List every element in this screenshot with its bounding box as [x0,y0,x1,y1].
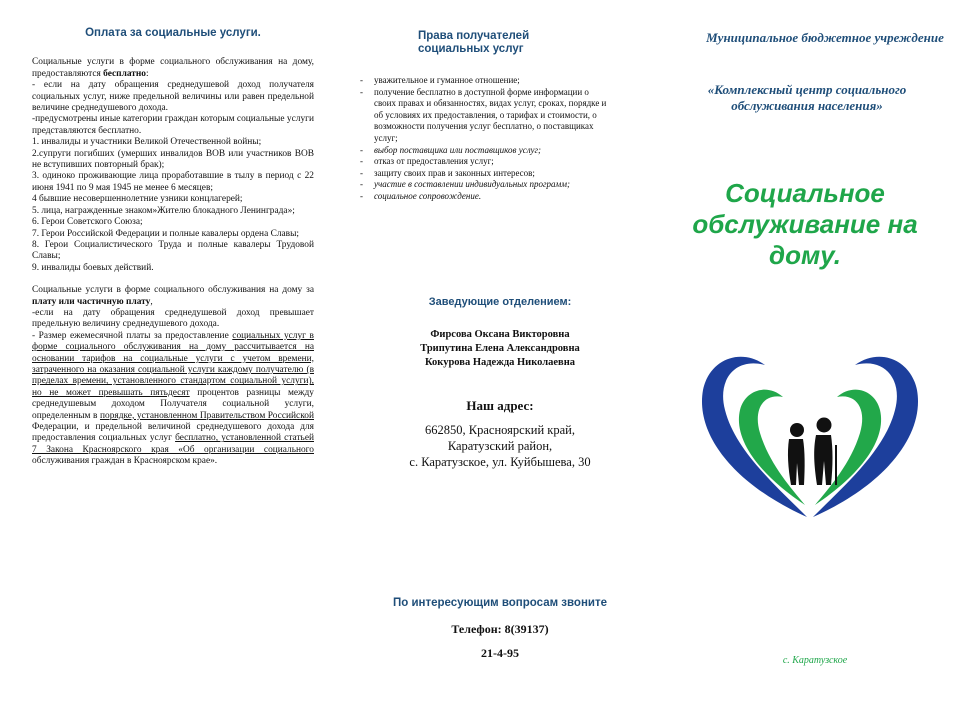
phone-number: Телефон: 8(39137) [451,622,549,636]
head-name: Фирсова Оксана Викторовна [430,329,570,340]
paid-condition: -если на дату обращения среднедушевой доход превышает предельную величину среднедушевого дохода. [32,307,314,330]
category-item: 8. Герои Социалистического Труда и полные кавалеры Трудовой Славы; [32,239,314,262]
org-name: «Комплексный центр социального обслуживания населения» [707,82,907,113]
contact-title: По интересующим вопросам звоните [392,597,607,609]
org-type: Муниципальное бюджетное учреждение [706,30,944,45]
rights-title: Права получателей социальных услуг [418,30,530,55]
address-line: Каратузский район, [447,439,553,453]
rights-item: - участие в составлении индивидуальных программ; [360,179,570,190]
rights-item: - социальное сопровождение. [360,190,482,201]
rights-item: - получение бесплатно в доступной форме информации о своих правах и обязанностях, видах услуг, сроках, порядке и об условиях их предоставления, о тарифах и стоимости, о возможности получения услуг бесплатно, о поставщиках услуг; [360,86,607,143]
brochure-title: Социальное обслуживание на дому. [692,178,918,270]
rights-item: - выбор поставщика или поставщиков услуг; [360,144,542,155]
category-item: 2.супруги погибших (умерших инвалидов ВОВ или участников ВОВ не вступивших повторный брак); [32,148,314,171]
payment-free-condition: - если на дату обращения среднедушевой доход получателя социальных услуг, ниже предельной величины или равен предельной величине среднедушевого дохода. [32,80,314,114]
paid-intro: Социальные услуги в форме социального обслуживания на дому за плату или частичную плату, [32,285,314,307]
head-name: Кокурова Надежда Николаевна [424,357,576,368]
payment-section [32,28,314,468]
head-name: Трипутина Елена Александровна [420,343,580,354]
heads-title: Заведующие отделением: [428,296,572,308]
rights-list [360,75,610,203]
phone-number-extension: 21-4-95 [481,646,519,660]
payment-other-categories: -предусмотрены иные категории граждан которым социальные услуги представляются бесплатно. [32,114,314,136]
elderly-couple-icon [788,418,837,486]
category-item: 6. Герои Советского Союза; [32,217,143,228]
address-title: Наш адрес: [466,398,534,413]
rights-item: - уважительное и гуманное отношение; [360,75,520,85]
category-item: 9. инвалиды боевых действий. [32,262,154,273]
payment-intro: Социальные услуги в форме социального обслуживания на дому, предоставляются бесплатно: [32,57,314,79]
heart-logo-icon [695,345,925,520]
category-item: 1. инвалиды и участники Великой Отечественной войны; [32,137,262,148]
category-item: 7. Герои Российской Федерации и полные кавалеры ордена Славы; [32,228,299,239]
village-name: с. Каратузское [782,655,848,666]
address-line: 662850, Красноярский край, [425,423,575,437]
paid-amount-rules: - Размер ежемесячной платы за предоставление социальных услуг в форме социального обслуживания на дому рассчитывается на основании тарифов на социальные услуги с учетом времени, затраченного на оказания социальной услуги каждому получателю (в пределах времени, установленного стандартом социальной услуги), но не может превышать пятьдесят процентов разницы между среднедушевым доходом Получателя социальной услуги, определенным в порядке, установленном Правительством Российской Федерации, и предельной величиной среднедушевого дохода для предоставления социальных услуг бесплатно, установленной статьей 7 Закона Красноярского края «Об организации социального обслуживания граждан в Красноярском крае». [32,330,314,467]
rights-item: - отказ от предоставления услуг; [360,156,494,167]
address-block [340,422,660,470]
category-item: 5. лица, награжденные знаком»Жителю блокадного Ленинграда»; [32,205,295,216]
heads-list [340,328,660,370]
address-line: с. Каратузское, ул. Куйбышева, 30 [409,455,591,469]
logo [695,345,925,520]
rights-item: - защиту своих прав и законных интересов; [360,167,535,178]
category-item: 4 бывшие несовершеннолетние узники концлагерей; [32,194,243,205]
category-item: 3. одиноко проживающие лица проработавшие в тылу в период с 22 июня 1941 по 9 мая 1945 не менее 6 месяцев; [32,171,314,193]
payment-title: Оплата за социальные услуги. [85,27,261,39]
